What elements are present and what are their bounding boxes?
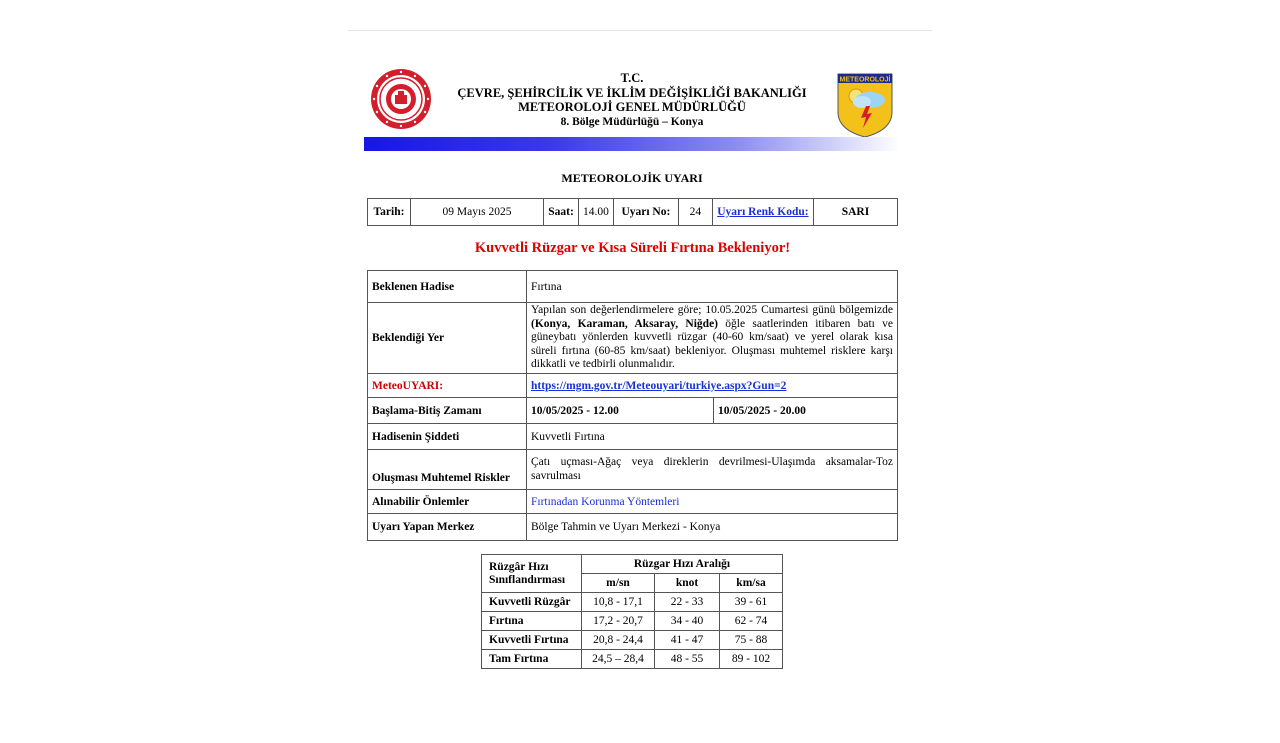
table-row: [368, 450, 898, 490]
time-label: Saat:: [544, 199, 579, 226]
precautions-link[interactable]: [527, 490, 898, 514]
warning-meta-table: [367, 198, 898, 226]
start-time-value: 10/05/2025 - 12.00: [527, 398, 714, 424]
end-time-value: 10/05/2025 - 20.00: [714, 398, 898, 424]
header-line-ministry: ÇEVRE, ŞEHİRCİLİK VE İKLİM DEĞİŞİKLİĞİ BAKANLIĞI: [457, 85, 807, 100]
table-row: [368, 374, 898, 398]
table-row: [368, 303, 898, 374]
wind-class-name: Fırtına: [482, 612, 582, 631]
wind-knot-value: 48 - 55: [655, 650, 720, 669]
wind-class-name: Kuvvetli Fırtına: [482, 631, 582, 650]
issuing-center-value: Bölge Tahmin ve Uyarı Merkezi - Konya: [527, 514, 898, 541]
risks-value: Çatı uçması-Ağaç veya direklerin devrilmesi-Ulaşımda aksamalar-Toz savrulması: [527, 450, 898, 490]
wind-knot-value: 22 - 33: [655, 593, 720, 612]
meteoroloji-logo-icon: [836, 72, 894, 138]
location-text-2: öğle saatlerinden itibaren batı ve güneybatı yönlerden kuvvetli rüzgar (40-60 km/saat) ve yerel olarak kısa süreli fırtına (60-85 km/saat) bekleniyor. Oluşması muhtemel risklere karşı dikkatli ve tedbirli olunmalıdır.: [531, 317, 893, 371]
warning-no-label: Uyarı No:: [613, 199, 678, 226]
wind-kmh-value: 39 - 61: [720, 593, 783, 612]
expected-event-value: Fırtına: [527, 271, 898, 303]
wind-speed-table: [481, 554, 783, 669]
wind-knot-value: 34 - 40: [655, 612, 720, 631]
location-provinces: (Konya, Karaman, Aksaray, Niğde): [531, 317, 718, 330]
precautions-label: Alınabilir Önlemler: [368, 490, 527, 514]
wind-class-header: Rüzgâr Hızı Sınıflandırması: [482, 555, 582, 593]
start-end-label: Başlama-Bitiş Zamanı: [368, 398, 527, 424]
location-text-1: Yapılan son değerlendirmelere göre; 10.05.2025 Cumartesi günü bölgemizde: [531, 304, 893, 317]
table-row: [368, 424, 898, 450]
header-line-tc: T.C.: [620, 71, 644, 85]
severity-label: Hadisenin Şiddeti: [368, 424, 527, 450]
ministry-header: [440, 71, 824, 129]
warning-no-value: 24: [678, 199, 712, 226]
date-label: Tarih:: [368, 199, 411, 226]
warning-details-table: [367, 270, 898, 541]
wind-range-header: Rüzgar Hızı Aralığı: [582, 555, 783, 574]
header-line-region: 8. Bölge Müdürlüğü – Konya: [560, 115, 704, 128]
meteouyari-link[interactable]: [527, 374, 898, 398]
table-row: [368, 398, 898, 424]
table-row: [482, 593, 783, 612]
meta-row: [368, 199, 898, 226]
unit-ms-header: m/sn: [582, 574, 655, 593]
expected-event-label: Beklenen Hadise: [368, 271, 527, 303]
table-row: [368, 490, 898, 514]
unit-knot-header: knot: [655, 574, 720, 593]
time-value: 14.00: [579, 199, 614, 226]
header-gradient-band: [364, 137, 900, 151]
table-row: [482, 650, 783, 669]
expected-location-label: Beklendiği Yer: [368, 303, 527, 374]
meteouyari-label: MeteoUYARI:: [368, 374, 527, 398]
wind-ms-value: 24,5 – 28,4: [582, 650, 655, 669]
severity-value: Kuvvetli Fırtına: [527, 424, 898, 450]
table-row: [482, 612, 783, 631]
table-row: [368, 271, 898, 303]
color-code-link[interactable]: [712, 199, 813, 226]
wind-class-name: Tam Fırtına: [482, 650, 582, 669]
header-line-directorate: METEOROLOJİ GENEL MÜDÜRLÜĞÜ: [518, 100, 746, 114]
table-row: [368, 514, 898, 541]
issuing-center-label: Uyarı Yapan Merkez: [368, 514, 527, 541]
wind-knot-value: 41 - 47: [655, 631, 720, 650]
table-row: [482, 555, 783, 574]
color-code-link-label: Uyarı Renk Kodu:: [717, 206, 809, 218]
wind-class-name: Kuvvetli Rüzgâr: [482, 593, 582, 612]
meteouyari-url: https://mgm.gov.tr/Meteouyari/turkiye.aspx?Gun=2: [531, 379, 787, 392]
wind-kmh-value: 62 - 74: [720, 612, 783, 631]
warning-headline: Kuvvetli Rüzgar ve Kısa Süreli Fırtına Bekleniyor!: [474, 240, 791, 256]
wind-ms-value: 20,8 - 24,4: [582, 631, 655, 650]
precautions-link-label: Fırtınadan Korunma Yöntemleri: [531, 495, 680, 508]
date-value: 09 Mayıs 2025: [411, 199, 544, 226]
color-code-value: SARI: [813, 199, 897, 226]
wind-kmh-value: 89 - 102: [720, 650, 783, 669]
svg-text:METEOROLOJİ: METEOROLOJİ: [839, 76, 891, 84]
wind-ms-value: 17,2 - 20,7: [582, 612, 655, 631]
risks-label: Oluşması Muhtemel Riskler: [368, 450, 527, 490]
wind-kmh-value: 75 - 88: [720, 631, 783, 650]
ministry-seal-icon: [370, 68, 432, 130]
unit-kmh-header: km/sa: [720, 574, 783, 593]
table-row: [482, 631, 783, 650]
document-title: METEOROLOJİK UYARI: [561, 171, 703, 185]
expected-location-value: [527, 303, 898, 374]
wind-ms-value: 10,8 - 17,1: [582, 593, 655, 612]
